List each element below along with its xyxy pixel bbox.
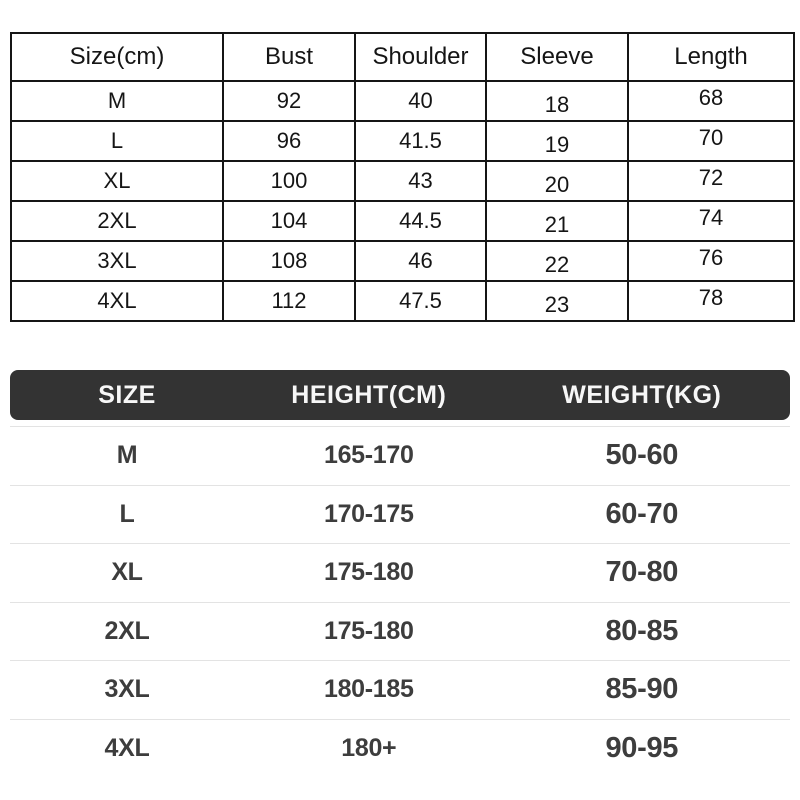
table-row <box>11 241 794 281</box>
table-row <box>11 161 794 201</box>
length-cell: 74 <box>628 201 794 241</box>
fit-row <box>10 602 790 661</box>
shoulder-cell: 46 <box>355 241 486 281</box>
bust-cell: 96 <box>223 121 355 161</box>
sleeve-cell: 19 <box>486 121 628 161</box>
table-row <box>11 201 794 241</box>
fit-header-height: HEIGHT(CM) <box>291 380 447 409</box>
fit-row <box>10 485 790 544</box>
shoulder-cell: 41.5 <box>355 121 486 161</box>
size-cell: 2XL <box>11 201 223 241</box>
length-cell: 72 <box>628 161 794 201</box>
length-cell: 70 <box>628 121 794 161</box>
fit-row <box>10 543 790 602</box>
bust-cell: 100 <box>223 161 355 201</box>
col-header-length: Length <box>628 33 794 81</box>
fit-height-cell: 175-180 <box>323 558 414 587</box>
col-header-size: Size(cm) <box>11 33 223 81</box>
fit-weight-cell: 80-85 <box>605 614 679 647</box>
size-cell: L <box>11 121 223 161</box>
sleeve-cell: 22 <box>486 241 628 281</box>
col-header-bust: Bust <box>223 33 355 81</box>
fit-header-weight: WEIGHT(KG) <box>562 380 722 409</box>
shoulder-cell: 43 <box>355 161 486 201</box>
fit-height-cell: 170-175 <box>323 499 414 528</box>
sleeve-cell: 18 <box>486 81 628 121</box>
bust-cell: 104 <box>223 201 355 241</box>
sleeve-cell: 23 <box>486 281 628 321</box>
fit-weight-cell: 50-60 <box>605 439 679 472</box>
sleeve-cell: 21 <box>486 201 628 241</box>
fit-weight-cell: 85-90 <box>605 673 679 706</box>
length-cell: 76 <box>628 241 794 281</box>
table-row <box>11 121 794 161</box>
measurement-table <box>10 32 795 322</box>
size-cell: 4XL <box>11 281 223 321</box>
size-cell: XL <box>11 161 223 201</box>
table-row <box>11 81 794 121</box>
shoulder-cell: 40 <box>355 81 486 121</box>
fit-size-cell: 3XL <box>104 675 150 704</box>
fit-weight-cell: 60-70 <box>605 497 679 530</box>
shoulder-cell: 44.5 <box>355 201 486 241</box>
fit-row <box>10 426 790 485</box>
fit-size-cell: L <box>119 499 135 528</box>
fit-height-cell: 165-170 <box>323 441 414 470</box>
fit-table-body <box>10 426 790 777</box>
fit-size-cell: 4XL <box>104 733 150 762</box>
fit-height-cell: 180-185 <box>323 675 414 704</box>
fit-weight-cell: 70-80 <box>605 556 679 589</box>
bust-cell: 112 <box>223 281 355 321</box>
table-row <box>11 281 794 321</box>
length-cell: 68 <box>628 81 794 121</box>
fit-size-cell: M <box>116 441 138 470</box>
fit-header-size: SIZE <box>98 380 156 409</box>
bust-cell: 108 <box>223 241 355 281</box>
fit-weight-cell: 90-95 <box>605 731 679 764</box>
fit-height-cell: 180+ <box>341 733 397 762</box>
fit-size-cell: 2XL <box>104 616 150 645</box>
fit-size-cell: XL <box>111 558 143 587</box>
fit-table-header <box>10 370 790 420</box>
size-cell: 3XL <box>11 241 223 281</box>
fit-row <box>10 660 790 719</box>
col-header-sleeve: Sleeve <box>486 33 628 81</box>
measurement-header-row <box>11 33 794 81</box>
size-cell: M <box>11 81 223 121</box>
shoulder-cell: 47.5 <box>355 281 486 321</box>
fit-height-cell: 175-180 <box>323 616 414 645</box>
bust-cell: 92 <box>223 81 355 121</box>
col-header-shoulder: Shoulder <box>355 33 486 81</box>
length-cell: 78 <box>628 281 794 321</box>
sleeve-cell: 20 <box>486 161 628 201</box>
fit-row <box>10 719 790 778</box>
